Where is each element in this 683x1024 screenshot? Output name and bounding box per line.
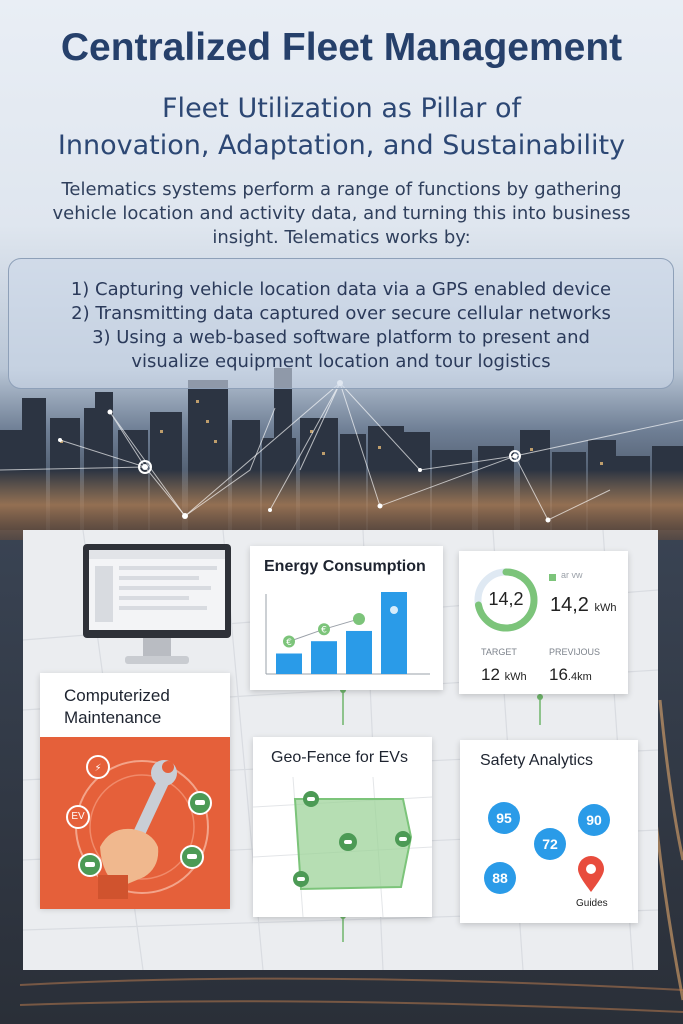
previous-label: PREVIJOUS (549, 647, 601, 657)
computer-monitor-icon (79, 542, 239, 672)
target-label: TARGET (481, 647, 517, 657)
safety-score: 90 (578, 804, 610, 836)
subtitle-line-1: Fleet Utilization as Pillar of (162, 93, 521, 124)
safety-score: 72 (534, 828, 566, 860)
euro-coin-label: € (321, 625, 327, 636)
intro-line-1: Telematics systems perform a range of functions by gathering (61, 179, 622, 200)
step-2: 2) Transmitting data captured over secure cellular networks (71, 303, 611, 324)
euro-coin-label: € (286, 638, 292, 648)
legend-swatch (549, 574, 556, 581)
energy-card-title: Energy Consumption (264, 558, 426, 575)
kwh-main-value: 14,2 kWh (550, 594, 617, 616)
maintenance-card-title: Computerized Maintenance (64, 686, 170, 727)
page-title: Centralized Fleet Management (60, 26, 623, 69)
euro-coin-icon (353, 613, 365, 625)
euro-coin-icon (390, 606, 398, 614)
target-value: 12 kWh (481, 665, 527, 684)
subtitle-line-2: Innovation, Adaptation, and Sustainability (57, 130, 626, 161)
ring-value: 14,2 (488, 589, 524, 609)
step-1: 1) Capturing vehicle location data via a GPS enabled device (70, 279, 612, 300)
geofence-map (253, 777, 432, 917)
step-3: 3) Using a web-based software platform to present and (92, 327, 590, 348)
safety-score: 95 (488, 802, 520, 834)
energy-consumption-card[interactable] (250, 546, 443, 690)
car-icon (87, 756, 109, 778)
previous-value: 16.4km (549, 665, 592, 684)
geofence-card[interactable] (253, 737, 432, 917)
energy-bar-chart (250, 546, 443, 690)
intro-line-2: vehicle location and activity data, and turning this into business (52, 203, 631, 224)
maintenance-illustration (40, 737, 230, 909)
energy-bar (346, 631, 372, 674)
energy-bar (276, 654, 302, 675)
svg-text:⚡: ⚡ (94, 763, 102, 774)
location-pin-icon (576, 856, 606, 894)
maintenance-card[interactable] (40, 673, 230, 907)
page-subtitle (0, 90, 683, 164)
steps-box (8, 258, 674, 389)
intro-line-3: insight. Telematics works by: (212, 227, 471, 248)
intro-paragraph (6, 178, 677, 250)
energy-bar (311, 641, 337, 674)
geofence-card-title: Geo-Fence for EVs (271, 749, 408, 766)
step-3-continued: visualize equipment location and tour logistics (131, 351, 551, 372)
ev-badge-label: EV (71, 811, 85, 822)
safety-analytics-card[interactable] (460, 740, 638, 923)
dashboard-panel (23, 530, 658, 970)
energy-stats-card[interactable] (459, 551, 628, 694)
safety-card-title: Safety Analytics (480, 752, 593, 769)
legend-label: ar vw (561, 570, 583, 580)
safety-score: 88 (484, 862, 516, 894)
energy-bar (381, 592, 407, 674)
pin-label: Guides (576, 898, 608, 909)
